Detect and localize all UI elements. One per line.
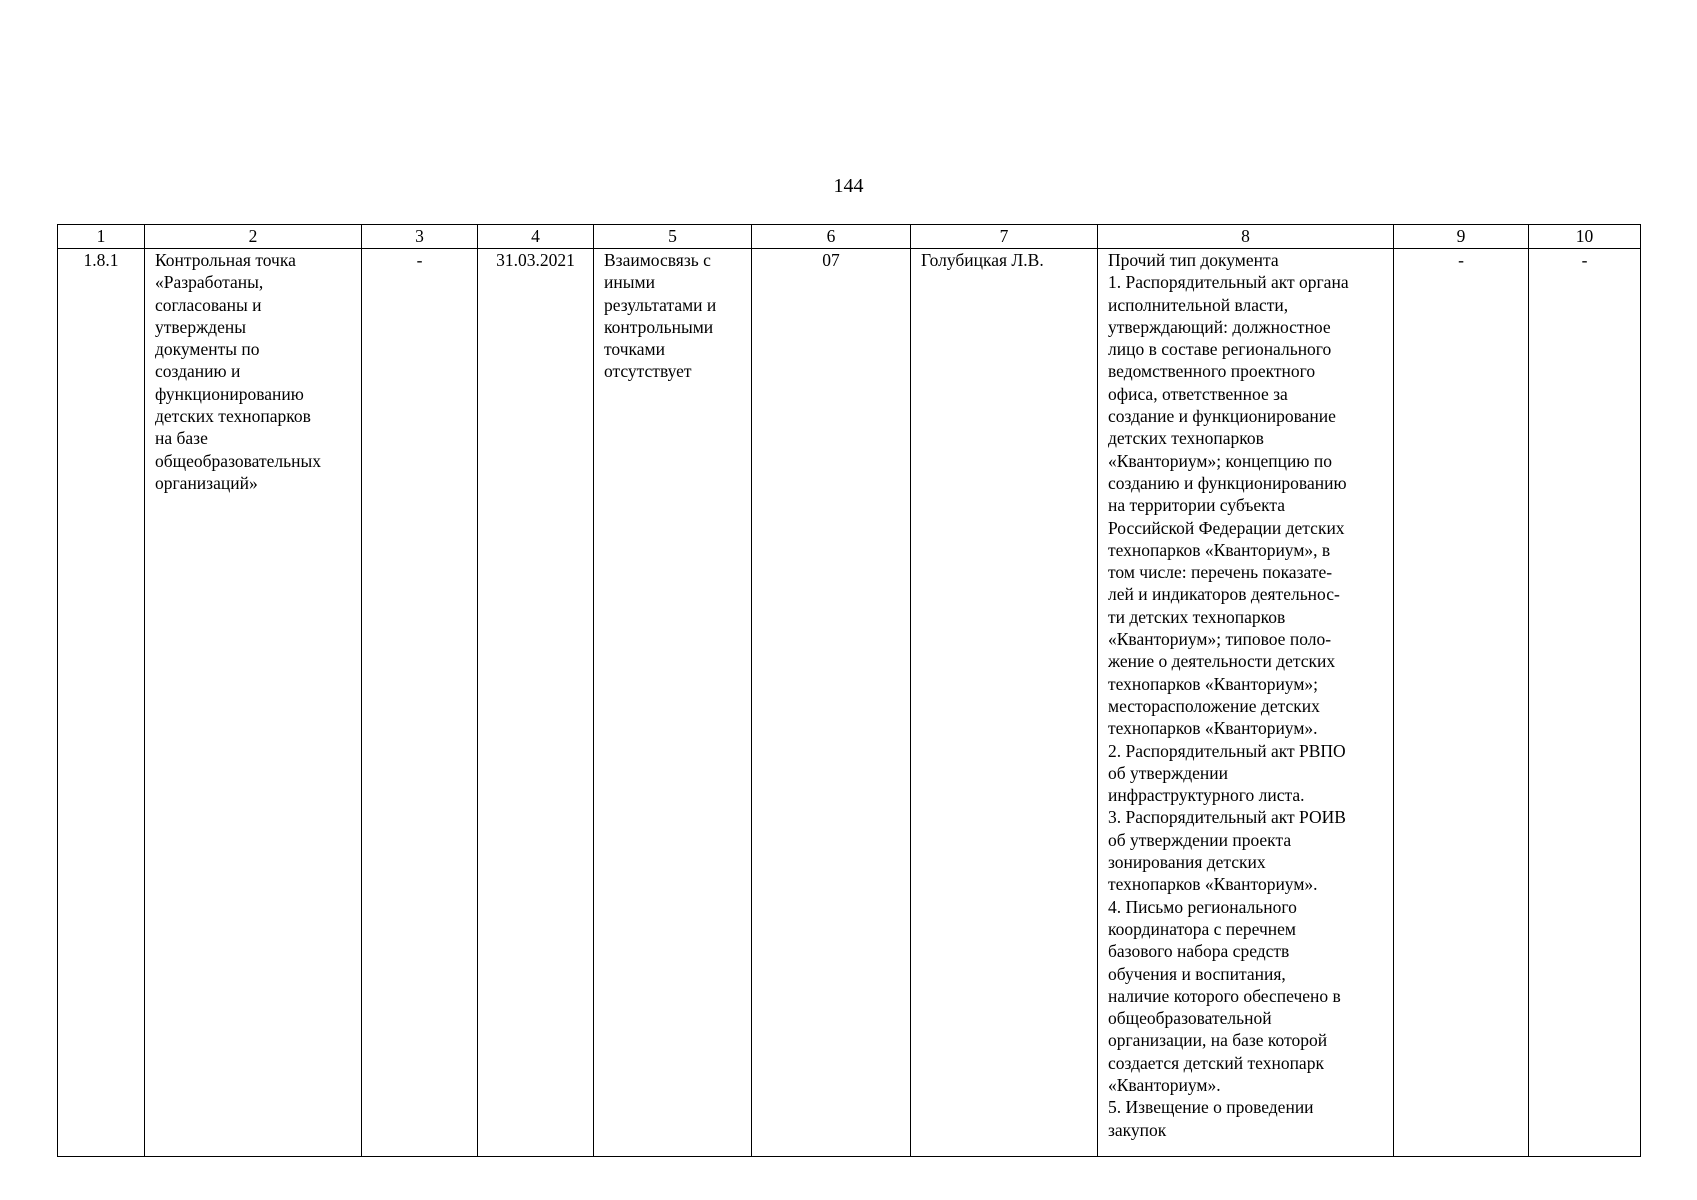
document-table [57,224,1641,1157]
page-number: 144 [833,175,864,197]
text-line: утверждены [155,316,246,337]
text-line: ти детских технопарков [1108,606,1286,627]
cell-item-number: 1.8.1 [58,249,145,1157]
cell-relationship [594,249,752,1157]
cell-checkpoint-name [145,249,362,1157]
header-col-2: 2 [145,225,362,249]
text-line: Взаимосвязь с [604,250,711,270]
cell-date: 31.03.2021 [478,249,594,1157]
text-line: 4. Письмо регионального [1108,896,1297,917]
text-line: закупок [1108,1119,1167,1140]
header-col-9: 9 [1394,225,1529,249]
text-line: контрольными [604,316,714,337]
text-line: лей и индикаторов деятельнос- [1108,584,1340,605]
text-line: об утверждении проекта [1108,829,1292,850]
text-line: «Кванториум»; типовое поло- [1108,629,1332,650]
text-line: иными [604,272,655,293]
header-col-3: 3 [362,225,478,249]
text-line: обучения и воспитания, [1108,963,1286,984]
text-line: функционированию [155,383,304,404]
text-line: «Кванториум»; концепцию по [1108,450,1332,471]
text-line: об утверждении [1108,762,1228,783]
text-line: детских технопарков [1108,428,1264,449]
text-line: месторасположение детских [1108,695,1320,716]
text-line: офиса, ответственное за [1108,383,1288,404]
text-line: созданию и [155,361,241,382]
header-col-4: 4 [478,225,594,249]
text-line: исполнительной власти, [1108,294,1289,315]
cell-col-10: - [1529,249,1641,1157]
text-line: лицо в составе регионального [1108,339,1332,360]
text-line: создание и функционирование [1108,406,1336,427]
text-line: документы по [155,339,260,360]
text-line: Российской Федерации детских [1108,517,1345,538]
header-col-8: 8 [1098,225,1394,249]
text-line: на территории субъекта [1108,495,1286,516]
cell-col-9: - [1394,249,1529,1157]
text-line: технопарков «Кванториум». [1108,874,1318,895]
header-col-5: 5 [594,225,752,249]
text-line: утверждающий: должностное [1108,316,1331,337]
text-line: технопарков «Кванториум», в [1108,539,1331,560]
text-line: создается детский технопарк [1108,1052,1324,1073]
text-line: зонирования детских [1108,852,1266,873]
text-line: базового набора средств [1108,941,1290,962]
text-line: 3. Распорядительный акт РОИВ [1108,807,1346,828]
text-line: детских технопарков [155,406,311,427]
cell-responsible-person: Голубицкая Л.В. [911,249,1098,1157]
text-line: общеобразовательной [1108,1008,1272,1029]
table-header-row [58,225,1641,249]
text-line: «Кванториум». [1108,1074,1221,1095]
header-col-10: 10 [1529,225,1641,249]
text-line: технопарков «Кванториум». [1108,718,1318,739]
text-line: общеобразовательных [155,450,321,471]
table-row [58,249,1641,1157]
text-line: координатора с перечнем [1108,918,1297,939]
text-line: созданию и функционированию [1108,472,1347,493]
text-line: 1. Распорядительный акт органа [1108,272,1349,293]
cell-col-3: - [362,249,478,1157]
header-col-6: 6 [752,225,911,249]
text-line: технопарков «Кванториум»; [1108,673,1319,694]
text-line: отсутствует [604,361,692,382]
header-col-1: 1 [58,225,145,249]
text-line: 2. Распорядительный акт РВПО [1108,740,1346,761]
text-line: том числе: перечень показате- [1108,562,1333,583]
text-line: согласованы и [155,294,262,315]
text-line: инфраструктурного листа. [1108,785,1305,806]
header-col-7: 7 [911,225,1098,249]
text-line: наличие которого обеспечено в [1108,985,1341,1006]
cell-document-type [1098,249,1394,1157]
text-line: организаций» [155,472,258,493]
text-line: Прочий тип документа [1108,250,1279,270]
text-line: ведомственного проектного [1108,361,1316,382]
text-line: жение о деятельности детских [1108,651,1336,672]
cell-code: 07 [752,249,911,1157]
text-line: организации, на базе которой [1108,1030,1328,1051]
text-line: на базе [155,428,208,449]
text-line: результатами и [604,294,717,315]
text-line: 5. Извещение о проведении [1108,1097,1314,1118]
text-line: точками [604,339,665,360]
text-line: Контрольная точка [155,250,296,270]
text-line: «Разработаны, [155,272,264,293]
